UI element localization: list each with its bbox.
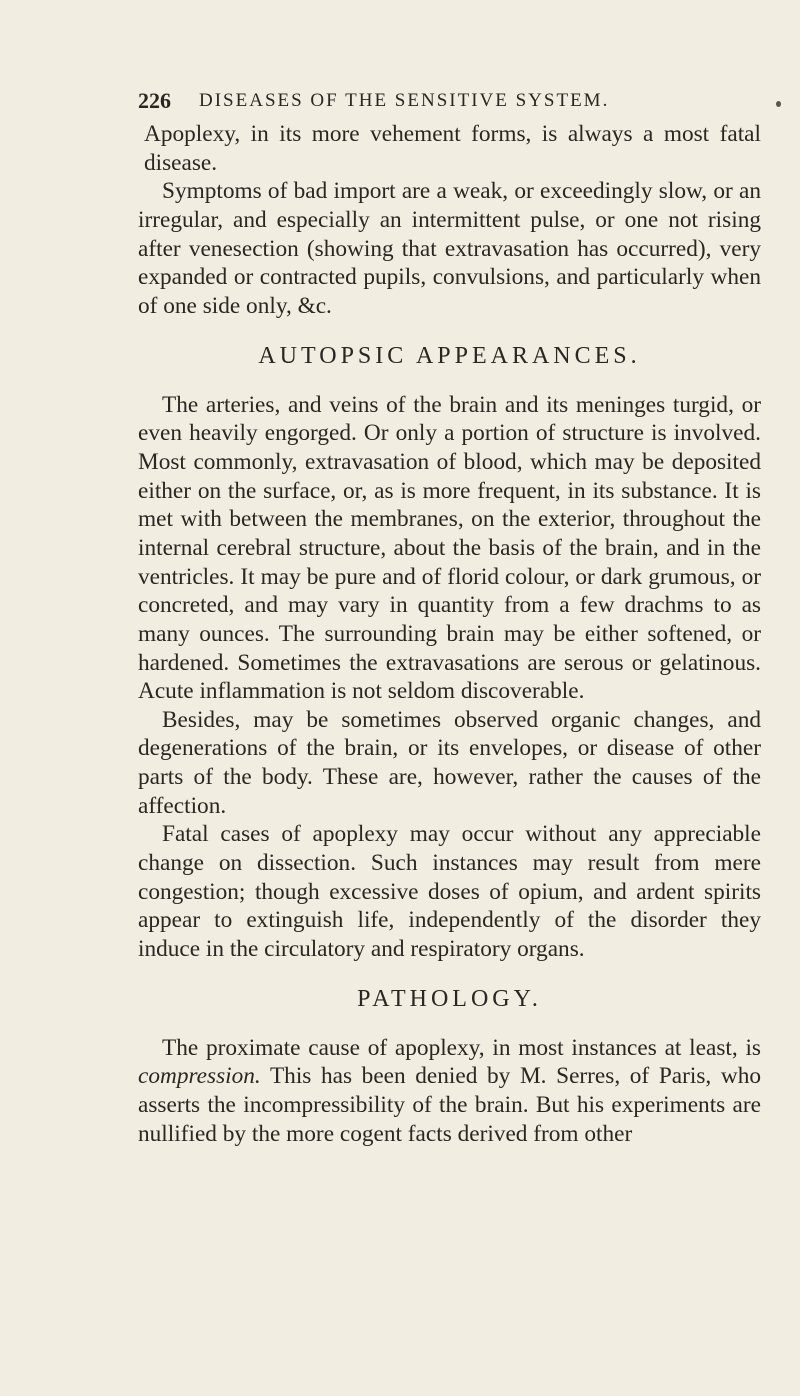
paragraph-symptoms: Symptoms of bad import are a weak, or exceedingly slow, or an irregular, and especially an intermittent pulse, or one not rising after venesection (showing that extravasation has occurred), very expanded or contracted pupils, convulsions, and particularly when of one side only, &c. bbox=[138, 178, 761, 319]
paragraph-arteries-veins: The arteries, and veins of the brain and its meninges turgid, or even heavily engorged. Or only a portion of structure is involved. Most commonly, extravasation of blood, which may be deposited either on the surface, or, as is more frequent, in its substance. It is met with between the membranes, on the exterior, throughout the internal cerebral structure, about the basis of the brain, and in the ventricles. It may be pure and of florid colour, or dark grumous, or concreted, and may vary in quantity from a few drachms to as many ounces. The surrounding brain may be either softened, or hardened. Sometimes the extravasations are serous or gelatinous. Acute inflammation is not seldom discoverable. bbox=[138, 391, 761, 705]
running-title: DISEASES OF THE SENSITIVE SYSTEM. bbox=[199, 90, 610, 111]
proximate-cause-text-end: This has been denied by M. Serres, of Paris, who asserts the incompressibility of the brain. But his experiments are nullified by the more cogent facts derived from other bbox=[138, 1063, 761, 1147]
page-number: 226 bbox=[138, 88, 171, 113]
running-head bbox=[138, 88, 778, 118]
body-text bbox=[138, 120, 761, 1148]
proximate-cause-text-start: The proximate cause of apoplexy, in most instances at least, is bbox=[162, 1034, 761, 1061]
section-heading-pathology: PATHOLOGY. bbox=[357, 985, 542, 1012]
compression-emphasis: compression. bbox=[138, 1063, 261, 1090]
paragraph-apoplexy-fatal: Apoplexy, in its more vehement forms, is always a most fatal disease. bbox=[144, 121, 761, 176]
section-heading-autopsic: AUTOPSIC APPEARANCES. bbox=[258, 342, 641, 369]
paragraph-organic-changes: Besides, may be sometimes observed organic changes, and degenerations of the brain, or its envelopes, or disease of other parts of the body. These are, however, rather the causes of the affection. bbox=[138, 706, 761, 819]
paragraph-proximate-cause bbox=[138, 1034, 761, 1149]
paragraph-fatal-cases: Fatal cases of apoplexy may occur without any appreciable change on dissection. Such instances may result from mere congestion; though excessive doses of opium, and ardent spirits appear to extinguish life, independently of the disorder they induce in the circulatory and respiratory organs. bbox=[138, 821, 761, 963]
print-speck bbox=[776, 101, 781, 107]
